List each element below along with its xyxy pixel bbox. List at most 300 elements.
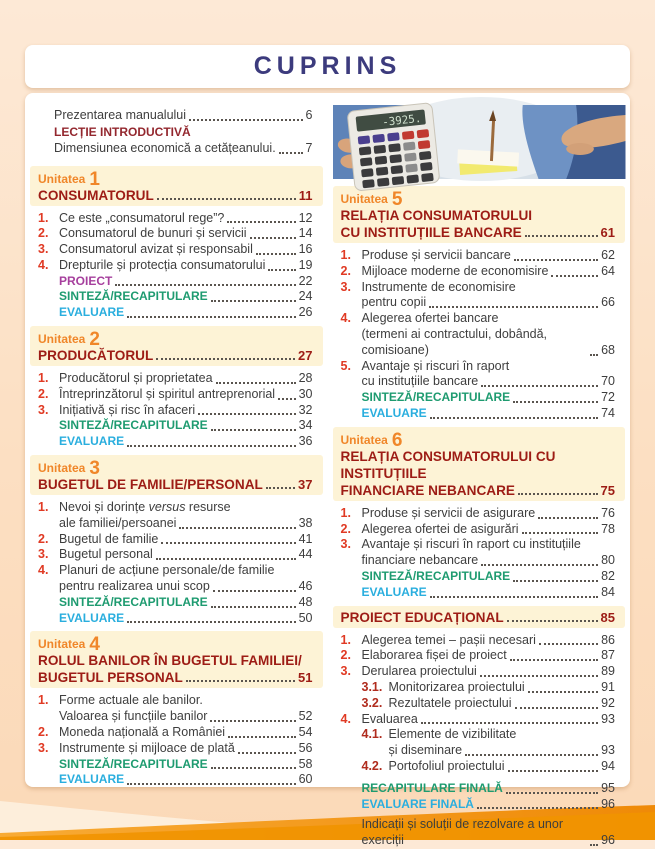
toc-entry [38,725,313,741]
milestone-label: EVALUARE FINALĂ [361,796,474,811]
leader-dots [268,269,295,271]
entry-text: financiare nebancare [361,553,479,568]
toc-milestone-evaluare [38,772,313,788]
page-number: 52 [298,709,313,724]
toc-entry-line [38,563,313,579]
page-number: 26 [298,305,313,320]
page-number: 34 [298,418,313,433]
calculator-display-value: -3925. [381,111,422,129]
toc-entry [341,359,616,391]
toc-entry [38,563,313,595]
leader-dots [238,752,296,754]
page-number: 16 [298,242,313,257]
entry-text: Instrumente și mijloace de plată [59,740,235,755]
leader-dots [198,413,295,415]
entry-number: 1. [38,210,49,225]
entry-number: 4. [38,563,49,578]
entry-number: 1. [38,693,49,708]
section-header-band [30,455,323,495]
section-header-band [333,427,626,501]
section-title-line [341,448,616,482]
page-number: 60 [298,772,313,787]
toc-entry-line [38,709,313,725]
right-sections [333,186,626,849]
toc-entry-line [341,248,616,264]
entry-text: Alegerea ofertei bancare [361,311,499,326]
toc-column-left [30,105,323,787]
page-number: 76 [601,505,615,520]
toc-entry [38,403,313,419]
unit-label [38,168,313,190]
toc-entry-line [341,727,616,743]
page-number: 95 [601,780,615,795]
leader-dots [430,417,598,419]
entry-number: 4.1. [361,727,383,742]
entry-text: Consumatorul avizat și responsabil [59,242,253,257]
leader-dots [250,237,296,239]
entry-text: Bugetul de familie [59,531,159,546]
section-title-text: FINANCIARE NEBANCARE [340,482,515,498]
toc-entry-line [341,648,616,664]
entry-number: 3. [38,547,49,562]
page-number: 12 [298,210,313,225]
page-number: 93 [601,743,615,758]
unit-word: Unitatea [38,332,86,347]
section-title-line [341,224,616,241]
toc-entry-line [38,579,313,595]
page-number: 46 [298,579,313,594]
section-title-text: PRODUCĂTORUL [38,348,154,364]
leader-dots [266,487,295,489]
leader-dots [179,527,295,529]
unit-label [38,634,313,656]
entry-text: Portofoliul proiectului [388,758,505,773]
section-entries [333,632,626,775]
milestone-label: SINTEZĂ/RECAPITULARE [59,418,208,433]
section-title-text: BUGETUL PERSONAL [38,670,183,686]
toc-entry [341,537,616,569]
toc-entry [341,248,616,264]
entry-text: Mijloace moderne de economisire [361,263,549,278]
toc-entry [38,741,313,757]
page-number: 51 [298,670,313,686]
toc-section [333,427,626,601]
leader-dots [127,621,295,623]
entry-number: 1. [340,632,351,647]
entry-text: Indicații și soluții de rezolvare a unor exerciții [361,817,563,848]
unit-number: 3 [89,458,100,480]
entry-text: Ce este „consumatorul rege”? [59,210,225,225]
entry-text: Alegerea temei – pașii necesari [361,632,536,647]
entry-number: 2. [38,386,49,401]
unit-label [38,329,313,351]
toc-entry [38,258,313,274]
entry-text: Rezultatele proiectului [388,695,512,710]
toc-entry [38,211,313,227]
section-title-line [341,207,616,224]
toc-milestone-proiect [38,274,313,290]
page-number: 72 [601,390,615,405]
entry-number: 3. [38,242,49,257]
entry-number: 2. [38,226,49,241]
toc-milestone-evaluare [341,585,616,601]
toc-entry-line [38,693,313,709]
unit-number: 6 [391,429,403,451]
leader-dots [528,691,598,693]
page-number: 7 [305,141,313,155]
leader-dots [127,316,295,318]
page-number: 74 [601,405,615,420]
page-number: 28 [298,371,313,386]
toc-entry [38,532,313,548]
entry-text: Nevoi și dorințe versus resurse [59,500,231,515]
page-number: 89 [601,664,615,679]
entry-number: 3.2. [361,695,383,710]
page-number: 38 [298,515,313,530]
leader-dots [510,659,598,661]
toc-entry-line [38,258,313,274]
page-number: 70 [601,374,615,389]
page-number: 64 [601,263,615,278]
leader-dots [522,532,599,534]
page-number: 75 [600,482,615,498]
page-number: 86 [601,632,615,647]
page-number: 30 [298,386,313,401]
toc-entry [38,547,313,563]
section-title-line [38,652,313,669]
toc-entry-line [341,712,616,728]
entry-number: 1. [340,248,351,262]
toc-entry [38,226,313,242]
entry-text: și diseminare [388,743,463,758]
milestone-label: PROIECT [59,273,113,288]
page-number: 82 [601,568,615,583]
page-number: 94 [601,758,615,773]
leader-dots [538,517,598,519]
toc-entry [38,371,313,387]
left-sections [30,166,323,789]
unit-label [340,189,616,210]
toc-entry-line [341,327,616,359]
milestone-label: EVALUARE [361,584,427,599]
toc-milestone-sinteza [341,390,616,406]
page-number: 11 [298,187,313,203]
page-number: 54 [298,725,313,740]
entry-text: Elemente de vizibilitate [388,727,517,742]
milestone-label: SINTEZĂ/RECAPITULARE [59,756,208,771]
leader-dots [156,358,295,360]
toc-entry-line [38,500,313,516]
toc-entry-line [341,633,616,649]
milestone-label: EVALUARE [59,305,125,320]
toc-entry-line [38,741,313,757]
leader-dots [507,620,598,622]
entry-text: Producătorul și proprietatea [59,371,213,386]
page-number: 78 [601,521,615,536]
entry-text: Evaluarea [361,711,418,726]
toc-entry [38,387,313,403]
toc-entry [38,693,313,725]
entry-number: 4.2. [361,758,383,773]
toc-entry [341,264,616,280]
unit-number: 5 [391,189,403,210]
leader-dots [210,720,295,722]
leader-dots [481,564,598,566]
page-number: 48 [298,594,313,609]
milestone-label: EVALUARE [59,610,125,625]
toc-entry [341,506,616,522]
page-number: 56 [298,740,313,755]
leader-dots [127,445,295,447]
page-number: 50 [298,610,313,625]
section-entries [30,499,323,626]
section-entries [333,247,626,422]
toc-milestone-sinteza [38,757,313,773]
entry-number: 5. [340,358,351,373]
entry-number: 2. [340,521,351,536]
entry-text: Elaborarea fișei de proiect [361,648,507,663]
entry-number: 1. [38,371,49,386]
entry-number: 2. [340,263,351,278]
leader-dots [211,606,296,608]
entry-text: pentru realizarea unui scop [59,579,210,594]
leader-dots [211,429,296,431]
toc-entry-line [38,371,313,387]
entry-number: 4. [38,257,49,272]
entry-number: 1. [38,500,49,515]
leader-dots [157,198,296,200]
sticky-notes [457,149,519,175]
milestone-label: SINTEZĂ/RECAPITULARE [361,568,511,583]
toc-section [333,606,626,775]
toc-entry [341,712,616,728]
entry-text: Drepturile și protecția consumatorului [59,257,266,272]
milestone-label: EVALUARE [59,434,125,449]
leader-dots [525,235,598,237]
milestone-label: SINTEZĂ/RECAPITULARE [361,390,511,405]
page-number: 32 [298,402,313,417]
entry-number: 3. [340,664,351,679]
entry-number: 2. [38,725,49,740]
toc-milestone-sinteza [38,595,313,611]
intro-section-label [54,124,313,141]
milestone-label: SINTEZĂ/RECAPITULARE [59,594,208,609]
leader-dots [429,306,598,308]
section-title-text: RELAȚIA CONSUMATORULUI CU INSTITUȚIILE [340,448,556,481]
entry-number: 2. [38,531,49,546]
unit-label [340,429,616,451]
toc-entry-line [38,532,313,548]
page-number: 44 [298,547,313,562]
leader-dots [216,382,296,384]
toc-entry-line [341,696,616,712]
page-number: 84 [601,584,615,599]
section-title-line [341,482,616,499]
unit-word: Unitatea [38,171,86,186]
page-number: 6 [305,108,313,122]
entry-text: Inițiativă și risc în afaceri [59,402,196,417]
page-number: 66 [601,295,615,310]
leader-dots [211,767,296,769]
leader-dots [430,596,598,598]
toc-entry [341,680,616,696]
toc-entry-line [341,743,616,759]
entry-text: Consumatorul de bunuri și servicii [59,226,247,241]
section-entries [30,210,323,322]
page-number: 14 [298,226,313,241]
toc-entry [341,727,616,759]
leader-dots [513,401,598,403]
leader-dots [189,119,303,121]
section-entries [30,692,323,788]
section-title-text: CONSUMATORUL [38,187,154,203]
milestone-label: EVALUARE [361,405,427,420]
section-title-line [38,669,313,686]
section-header-band [333,186,626,243]
page-number: 62 [601,248,615,262]
section-title-line [341,609,616,626]
toc-entry-line [341,506,616,522]
entry-text: cu instituțiile bancare [361,374,479,389]
entry-text: (termeni ai contractului, dobândă, comisioane) [361,326,548,357]
toc-milestone-sinteza [341,569,616,585]
leader-dots [465,754,598,756]
page-number: 22 [298,273,313,288]
page-number: 37 [298,477,313,493]
unit-number: 2 [89,329,100,351]
toc-entry-line [341,264,616,280]
leader-dots [506,792,598,794]
entry-text: Derularea proiectului [361,664,477,679]
toc-entry-line [341,311,616,327]
page-number: 80 [601,553,615,568]
leader-dots [278,398,296,400]
toc-entry-line [38,387,313,403]
entry-text: Bugetul personal [59,547,153,562]
toc-entry-line [38,211,313,227]
toc-milestone-sinteza [341,781,616,797]
calculator-photo [333,105,626,179]
leader-dots [539,643,598,645]
entry-text: Produse și servicii bancare [361,248,511,262]
toc-entry [341,280,616,312]
toc-section [30,326,323,450]
entry-number: 3. [340,279,351,294]
entry-text: Avantaje și riscuri în raport cu instituțiile [361,537,581,552]
milestone-label: SINTEZĂ/RECAPITULARE [59,289,208,304]
section-entries [333,505,626,601]
page-number: 96 [601,833,615,848]
entry-text: Prezentarea manualului [54,108,187,122]
page-number: 61 [600,225,615,240]
entry-text: Întreprinzătorul și spiritul antreprenorial [59,386,276,401]
toc-entry-line [341,522,616,538]
toc-column-right [333,105,626,848]
intro-block [30,105,323,157]
toc-header [25,45,630,88]
section-title-line [38,347,313,364]
section-title-line [38,476,313,493]
toc-entry-line [341,664,616,680]
leader-dots [477,807,598,809]
toc-content [25,93,630,848]
intro-entry [54,140,313,157]
toc-entry-line [341,680,616,696]
entry-number: 4. [340,311,351,326]
leader-dots [481,385,598,387]
page-number: 96 [601,796,615,811]
section-title-line [38,187,313,204]
page-number: 58 [298,756,313,771]
intro-label-text: LECȚIE INTRODUCTIVĂ [54,124,191,139]
leader-dots [551,275,598,277]
section-title-text: ROLUL BANILOR ÎN BUGETUL FAMILIEI/ [38,653,302,669]
entry-text: ale familiei/persoanei [59,515,177,530]
entry-text: Monitorizarea proiectului [388,679,525,694]
section-header-band [30,326,323,366]
entry-number: 3.1. [361,679,383,694]
milestone-label: EVALUARE [59,772,125,787]
toc-milestone-evaluare [341,797,616,813]
leader-dots [421,722,598,724]
leader-dots [590,844,598,846]
leader-dots [127,783,295,785]
entry-number: 2. [340,648,351,663]
toc-section [30,166,323,322]
toc-entry-line [341,295,616,311]
section-entries [333,780,626,849]
leader-dots [514,259,598,261]
entry-number: 3. [340,537,351,552]
page-number: 24 [298,289,313,304]
toc-entry-line [341,374,616,390]
section-title-text: CU INSTITUȚIILE BANCARE [340,225,522,240]
page-number: 85 [600,609,615,625]
toc-entry-line [38,226,313,242]
leader-dots [518,493,598,495]
entry-text: Dimensiunea economică a cetățeanului. [54,141,276,155]
page-number: 27 [298,348,313,364]
toc-milestone-sinteza [38,289,313,305]
entry-text: Produse și servicii de asigurare [361,505,536,520]
intro-entry [54,107,313,124]
unit-word: Unitatea [38,637,86,652]
section-header-band [30,631,323,688]
page-number: 92 [601,695,615,710]
page-number: 93 [601,711,615,726]
section-title-text: RELAȚIA CONSUMATORULUI [340,208,533,223]
entry-text: Forme actuale ale banilor. [59,693,203,708]
toc-entry-line [341,553,616,569]
leader-dots [256,253,296,255]
toc-milestone-evaluare [38,305,313,321]
toc-plain-entry [341,817,616,849]
entry-number: 4. [340,711,351,726]
leader-dots [228,736,296,738]
page-number: 87 [601,648,615,663]
toc-entry [341,633,616,649]
toc-entry [341,664,616,680]
page-number: 36 [298,434,313,449]
toc-milestone-evaluare [38,434,313,450]
unit-word: Unitatea [340,432,388,447]
toc-entry-line [38,725,313,741]
unit-number: 4 [89,634,100,656]
toc-milestone-evaluare [341,406,616,422]
page-number: 91 [601,679,615,694]
entry-text: Planuri de acțiune personale/de familie [59,563,275,578]
leader-dots [161,542,295,544]
